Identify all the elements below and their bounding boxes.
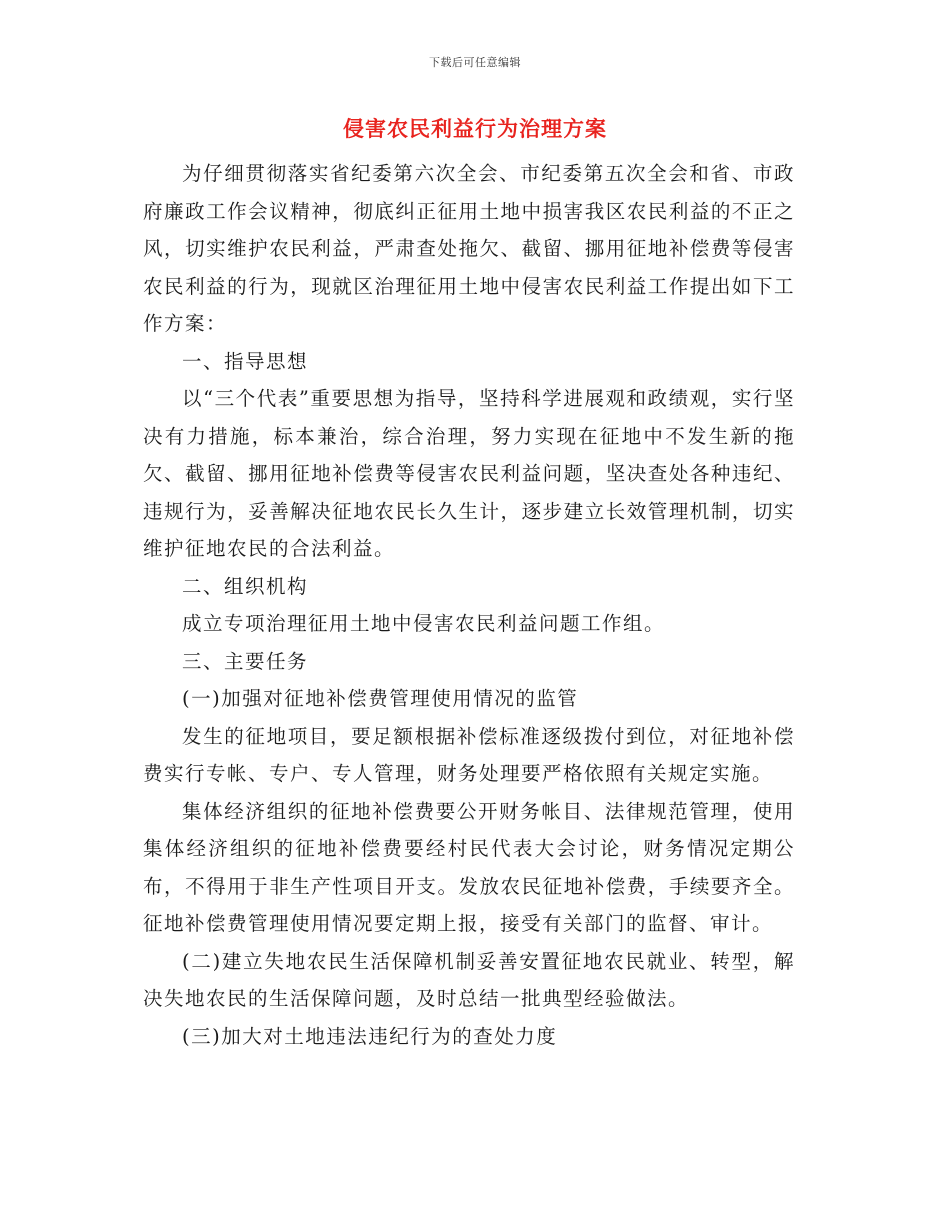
section-heading-main-tasks: 三、主要任务 bbox=[182, 649, 309, 673]
paragraph-organization: 成立专项治理征用土地中侵害农民利益问题工作组。 bbox=[182, 612, 666, 635]
paragraph-intro: 为仔细贯彻落实省纪委第六次全会、市纪委第五次全会和省、市政府廉政工作会议精神，彻底纠正征用土地中损害我区农民利益的不正之风，切实维护农民利益，严肃查处拖欠、截留、挪用征地补偿费等侵害农民利益的行为，现就区治理征用土地中侵害农民利益工作提出如下工作方案： bbox=[143, 162, 795, 335]
paragraph-compensation-allocation: 发生的征地项目，要足额根据补偿标准逐级拨付到位，对征地补偿费实行专帐、专户、专人管理，财务处理要严格依照有关规定实施。 bbox=[143, 724, 795, 785]
subsection-heading-1: (一)加强对征地补偿费管理使用情况的监管 bbox=[182, 687, 579, 710]
section-heading-organization: 二、组织机构 bbox=[182, 574, 309, 598]
paragraph-collective-finance: 集体经济组织的征地补偿费要公开财务帐目、法律规范管理，使用集体经济组织的征地补偿费要经村民代表大会讨论，财务情况定期公布，不得用于非生产性项目开支。发放农民征地补偿费，手续要齐全。征地补偿费管理使用情况要定期上报，接受有关部门的监督、审计。 bbox=[143, 799, 795, 935]
page-header: 下载后可任意编辑 bbox=[429, 56, 521, 69]
subsection-heading-3: (三)加大对土地违法违纪行为的查处力度 bbox=[182, 1024, 558, 1048]
document-title: 侵害农民利益行为治理方案 bbox=[343, 116, 607, 141]
document-body bbox=[143, 155, 795, 1055]
paragraph-guiding-ideology: 以“三个代表”重要思想为指导，坚持科学进展观和政绩观，实行坚决有力措施，标本兼治，综合治理，努力实现在征地中不发生新的拖欠、截留、挪用征地补偿费等侵害农民利益问题，坚决查处各种违纪、违规行为，妥善解决征地农民长久生计，逐步建立长效管理机制，切实维护征地农民的合法利益。 bbox=[143, 387, 795, 560]
section-heading-guiding-ideology: 一、指导思想 bbox=[182, 349, 309, 373]
subsection-heading-2: (二)建立失地农民生活保障机制妥善安置征地农民就业、转型，解决失地农民的生活保障问题，及时总结一批典型经验做法。 bbox=[143, 949, 795, 1010]
